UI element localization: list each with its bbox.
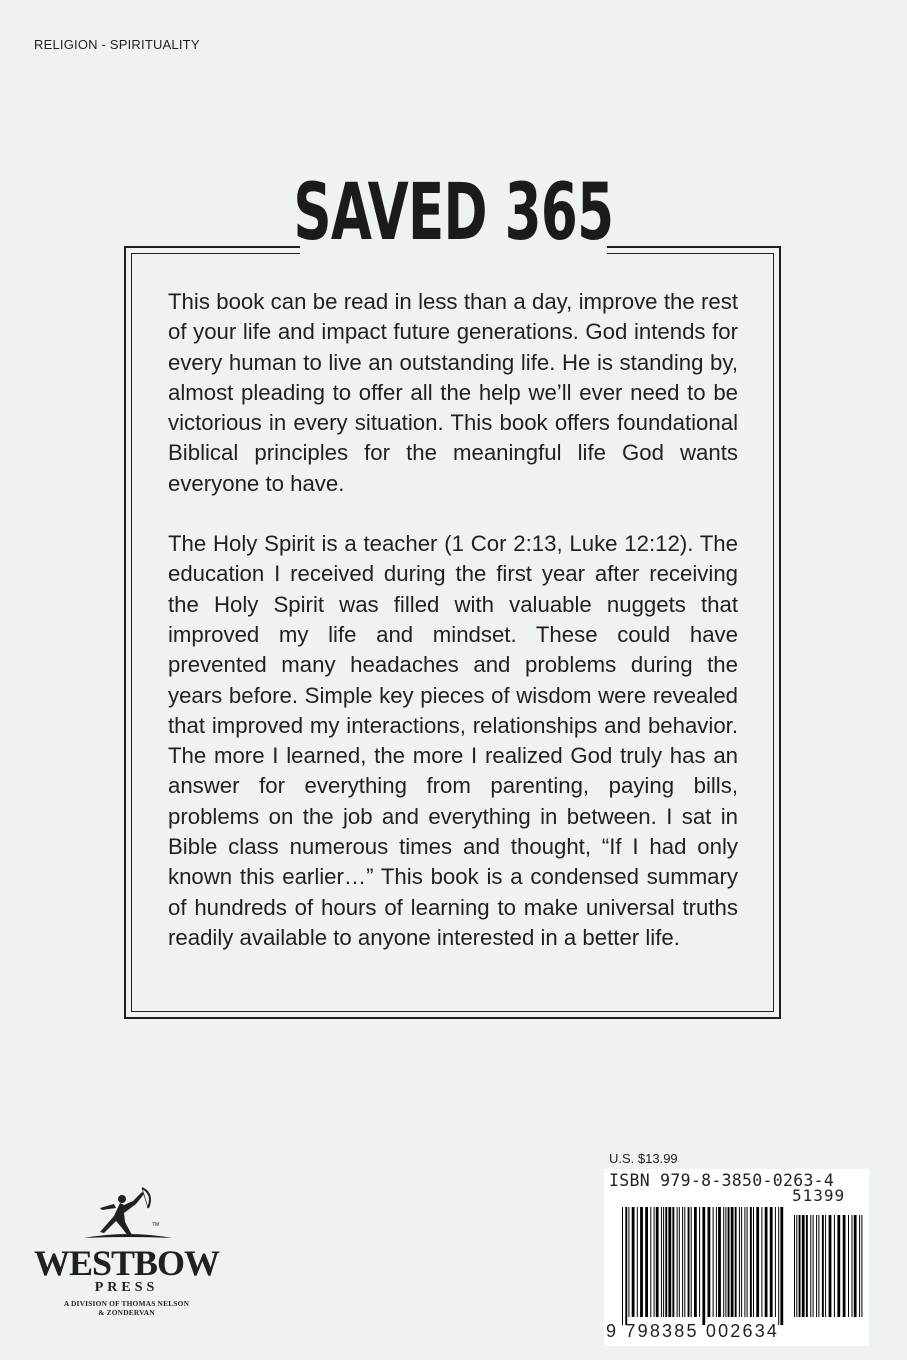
ean-number: 9 798385 002634 bbox=[606, 1321, 780, 1341]
isbn-number: ISBN 979-8-3850-0263-4 bbox=[609, 1171, 835, 1190]
publisher-name: WESTBOW bbox=[34, 1243, 220, 1283]
genre-label: RELIGION - SPIRITUALITY bbox=[34, 37, 200, 52]
barcode bbox=[604, 1169, 869, 1346]
price-addon-number: 51399 bbox=[792, 1186, 846, 1205]
publisher-division-line-1: A DIVISION OF THOMAS NELSON bbox=[63, 1299, 190, 1308]
barcode-bars bbox=[610, 1207, 868, 1325]
book-description bbox=[168, 287, 738, 983]
publisher-logo bbox=[34, 1186, 219, 1326]
price-label: U.S. $13.99 bbox=[609, 1151, 678, 1166]
publisher-division bbox=[34, 1299, 219, 1317]
publisher-press: PRESS bbox=[94, 1280, 159, 1295]
book-title: SAVED 365 bbox=[293, 168, 614, 258]
svg-text:TM: TM bbox=[152, 1222, 160, 1228]
archer-icon bbox=[78, 1186, 178, 1248]
description-paragraph-1: This book can be read in less than a day, improve the rest of your life and impact future generations. God intends for every human to live an outstanding life. He is standing by, almost pleading to offer all the help we’ll ever need to be victorious in every situation. This book offers foundational Biblical principles for the meaningful life God wants everyone to have. bbox=[168, 289, 738, 496]
publisher-division-line-2: & ZONDERVAN bbox=[98, 1308, 155, 1317]
description-paragraph-2: The Holy Spirit is a teacher (1 Cor 2:13, Luke 12:12). The education I received during the first year after receiving the Holy Spirit was filled with valuable nuggets that improved my life and mindset. These could have prevented many headaches and problems during the years before. Simple key pieces of wisdom were revealed that improved my interactions, relationships and behavior. The more I learned, the more I realized God truly has an answer for everything from parenting, paying bills, problems on the job and everything in between. I sat in Bible class numerous times and thought, “If I had only known this earlier…” This book is a condensed summary of hundreds of hours of learning to make universal truths readily available to anyone interested in a better life. bbox=[168, 531, 738, 950]
